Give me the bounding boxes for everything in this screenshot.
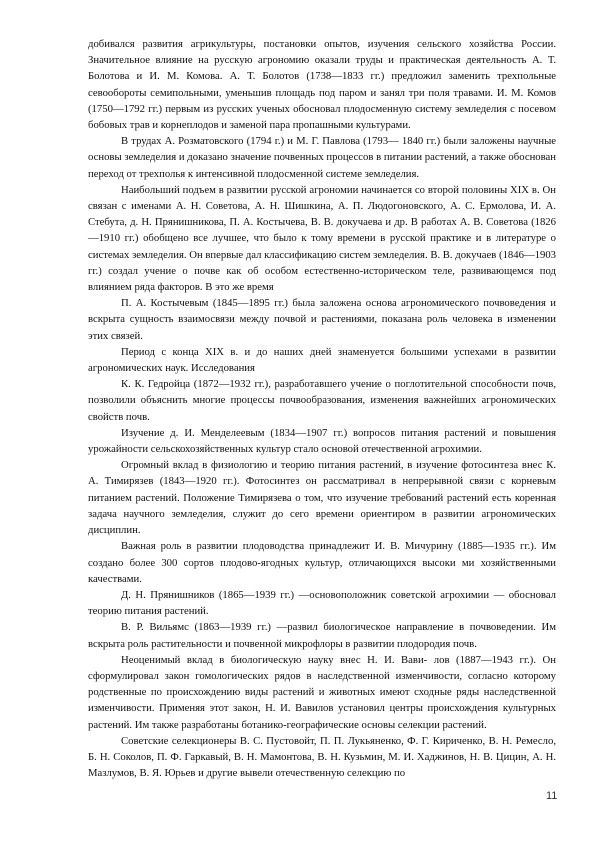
paragraph: Период с конца XIX в. и до наших дней знаменуется большими успехами в развитии агрономических наук. Исследования — [88, 345, 556, 375]
paragraph: Важная роль в развитии плодоводства принадлежит И. В. Мичурину (1885—1935 гг.). Им создано более 300 сортов плодово-ягодных культур, отличающихся высоки ми хозяйственными качествами. — [88, 540, 556, 585]
paragraph: В. Р. Вильямс (1863—1939 гг.) —развил биологическое направление в почвоведении. Им вскрыта роль растительности и почвенной микрофлоры в развитии плодородия почв. — [88, 621, 556, 650]
paragraph: Неоценимый вклад в биологическую науку внес Н. И. Вави- лов (1887—1943 гг.). Он сформулировал закон гомологических рядов в наследственной изменчивости, согласно которому родственные по происхождению виды растений и животных имеют сходные ряды наследственной изменчивости. Применяя этот закон, Н. И. Вавилов установил центры происхождения культурных растений. Им также разработаны ботанико-географические основы селекции растений. — [88, 653, 556, 731]
body-text — [88, 36, 556, 781]
paragraph: Огромный вклад в физиологию и теорию питания растений, в изучение фотосинтеза внес К. А. Тимирязев (1843—1920 гг.). Фотосинтез он рассматривал в непрерывной связи с корневым питанием растений. Положение Тимирязева о том, что изучение требований растений есть коренная задача научного земледелия, служит до сего времени ориентиром в развитии агрономических дисциплин. — [88, 459, 556, 537]
paragraph: Наибольший подъем в развитии русской агрономии начинается со второй половины XIX в. Он связан с именами А. Н. Советова, А. Н. Шишкина, А. П. Людогоновского, А. С. Ермолова, И. А. Стебута, д. Н. Прянишникова, П. А. Костычева, В. В. докучаева и др. В работах А. В. Советова (1826—1910 гг.) обобщено все лучшее, что было к тому времени в русской практике и в литературе о системах земледелия. Он впервые дал классификацию систем земледелия. В. В. докучаев (1846—1903 гг.) создал учение о почве как об особом естественно-историческом теле, развивающемся под влиянием ряда факторов. В это же время — [88, 183, 557, 294]
paragraph: В трудах А. Розматовского (1794 г.) и М. Г. Павлова (1793— 1840 гг.) были заложены научные основы земледелия и доказано значение почвенных процессов в питании растений, а также обоснован переход от трехполья к интенсивной плодосменной системе земледелия. — [88, 135, 556, 180]
paragraph: Советские селекционеры В. С. Пустовойт, П. П. Лукьяненко, Ф. Г. Кириченко, В. Н. Ремесло, Б. Н. Соколов, П. Ф. Гаркавый, В. Н. Мамонтова, В. Н. Кузьмин, М. И. Хаджинов, Н. В. Цицин, А. Н. Мазлумов, В. Я. Юрьев и другие вывели отечественную селекцию по — [88, 734, 556, 780]
paragraph: Изучение д. И. Менделеевым (1834—1907 гг.) вопросов питания растений и повышения урожайности сельскохозяйственных культур стало основой отечественной агрохимии. — [88, 426, 556, 456]
paragraph: Д. Н. Прянишников (1865—1939 гг.) —основоположник советской агрохимии — обосновал теорию питания растений. — [88, 588, 556, 618]
paragraph: К. К. Гедройца (1872—1932 гг.), разработавшего учение о поглотительной способности почв, позволили объяснить многие процессы почвообразования, изменения важнейших агрономических свойств почв. — [88, 378, 556, 423]
paragraph-continuation: добивался развития агрикультуры, постановки опытов, изучения сельского хозяйства России. Значительное влияние на русскую агрономию оказали труды и практическая деятельность А. Т. Болотова и И. М. Комова. А. Т. Болотов (1738—1833 гг.) предложил заменить трехпольные севообороты семипольными, уменьшив площадь под паром и занял три поля травами. И. М. Комов (1750—1792 гг.) первым из русских ученых обосновал плодосменную систему земледелия с посевом бобовых трав и корнеплодов и заменой пара пропашными культурами. — [88, 38, 556, 132]
paragraph: П. А. Костычевым (1845—1895 гг.) была заложена основа агрономического почвоведения и вскрыта сущность взаимосвязи между почвой и растениями, показана роль человека в изменении этих связей. — [88, 297, 556, 342]
page-number: 11 — [546, 790, 558, 802]
